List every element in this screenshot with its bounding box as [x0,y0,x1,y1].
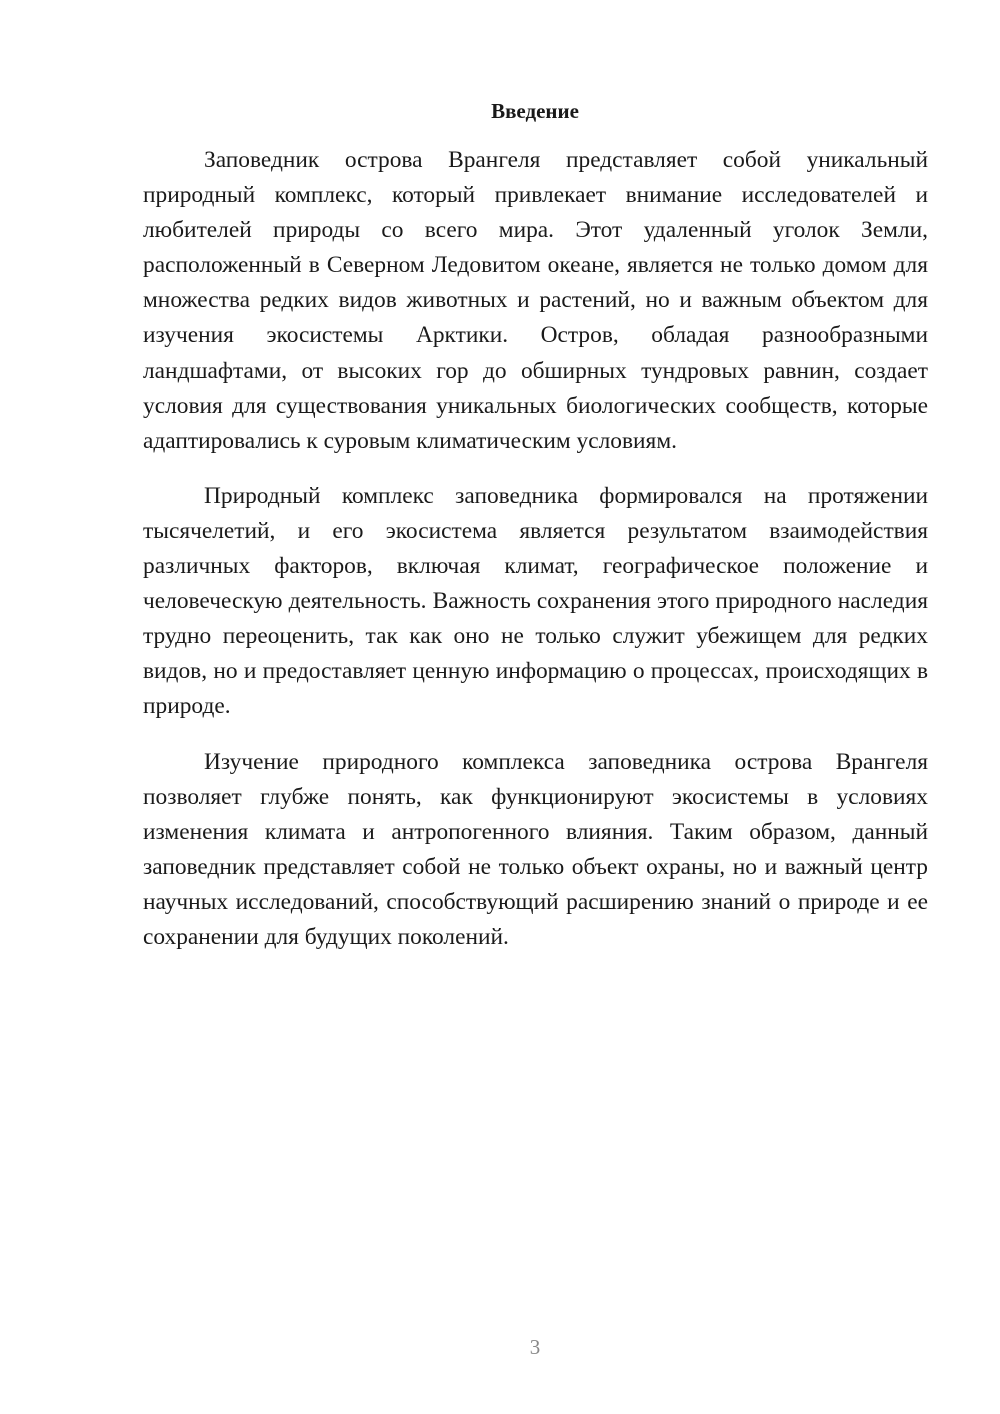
body-text [143,143,928,975]
page-number: 3 [529,1335,541,1359]
section-title: Введение [491,99,579,123]
paragraph-3: Изучение природного комплекса заповедника острова Врангеля позволяет глубже понять, как функционируют экосистемы в условиях изменения климата и антропогенного влияния. Таким образом, данный заповедник представляет собой не только объект охраны, но и важный центр научных исследований, способствующий расширению знаний о природе и ее сохранении для будущих поколений. [143,748,928,950]
paragraph-1: Заповедник острова Врангеля представляет собой уникальный природный комплекс, который привлекает внимание исследователей и любителей природы со всего мира. Этот удаленный уголок Земли, расположенный в Северном Ледовитом океане, является не только домом для множества редких видов животных и растений, но и важным объектом для изучения экосистемы Арктики. Остров, обладая разнообразными ландшафтами, от высоких гор до обширных тундровых равнин, создает условия для существования уникальных биологических сообществ, которые адаптировались к суровым климатическим условиям. [143,147,928,454]
paragraph-2: Природный комплекс заповедника формировался на протяжении тысячелетий, и его экосистема является результатом взаимодействия различных факторов, включая климат, географическое положение и человеческую деятельность. Важность сохранения этого природного наследия трудно переоценить, так как оно не только служит убежищем для редких видов, но и предоставляет ценную информацию о процессах, происходящих в природе. [143,482,928,720]
